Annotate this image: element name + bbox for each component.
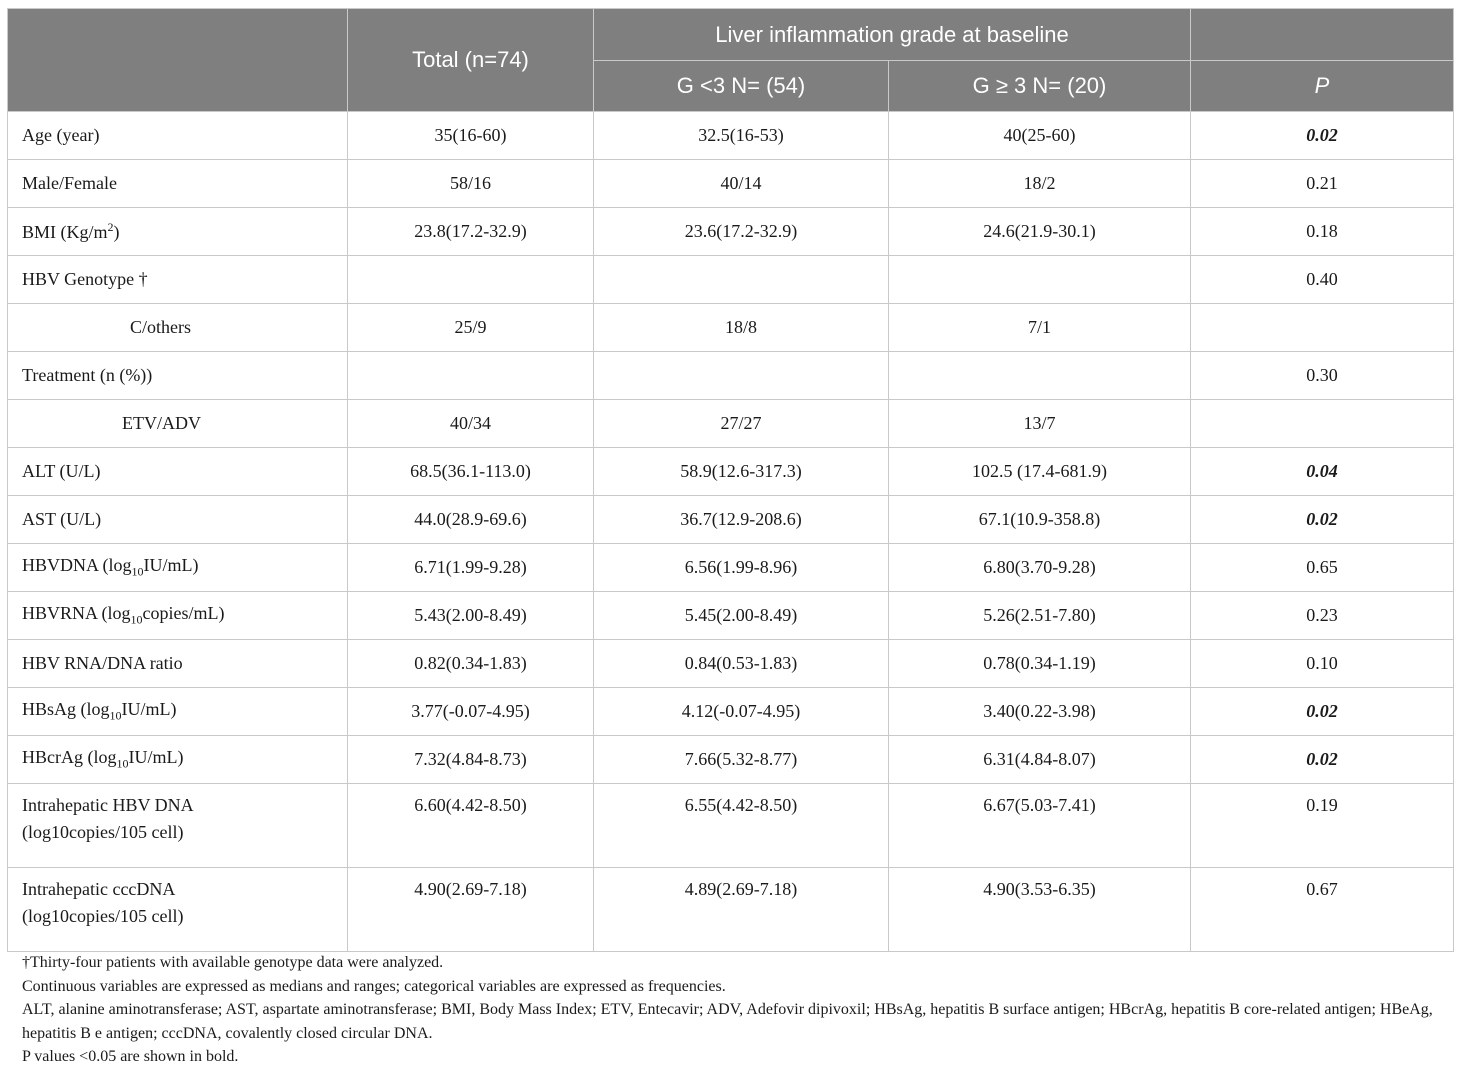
- cell-g-ge3: 7/1: [889, 304, 1191, 352]
- cell-g-lt3: 18/8: [594, 304, 889, 352]
- row-label: HBV Genotype †: [8, 256, 348, 304]
- cell-g-lt3: 7.66(5.32-8.77): [594, 736, 889, 784]
- cell-total: [348, 256, 594, 304]
- footnote-genotype: †Thirty-four patients with available genotype data were analyzed.: [22, 954, 444, 971]
- cell-g-ge3: 24.6(21.9-30.1): [889, 208, 1191, 256]
- cell-g-lt3: 6.56(1.99-8.96): [594, 544, 889, 592]
- table-row: [8, 304, 1454, 352]
- footnote-variables: Continuous variables are expressed as medians and ranges; categorical variables are expressed as frequencies.: [22, 977, 726, 995]
- cell-g-lt3: 36.7(12.9-208.6): [594, 496, 889, 544]
- cell-p: 0.65: [1191, 544, 1454, 592]
- cell-total: 68.5(36.1-113.0): [348, 448, 594, 496]
- cell-total: 44.0(28.9-69.6): [348, 496, 594, 544]
- header-blank-top-right: [1191, 9, 1454, 61]
- header-p: P: [1191, 61, 1454, 112]
- cell-g-lt3: 32.5(16-53): [594, 112, 889, 160]
- cell-p: [1191, 400, 1454, 448]
- cell-p: 0.04: [1191, 448, 1454, 496]
- table-row: [8, 640, 1454, 688]
- cell-total: 35(16-60): [348, 112, 594, 160]
- row-label: ETV/ADV: [8, 400, 348, 448]
- cell-g-lt3: [594, 256, 889, 304]
- cell-g-lt3: 4.89(2.69-7.18): [594, 868, 889, 952]
- row-label: Intrahepatic cccDNA (log10copies/105 cell): [8, 868, 348, 952]
- footnote-abbreviations: ALT, alanine aminotransferase; AST, aspartate aminotransferase; BMI, Body Mass Index; ETV, Entecavir; ADV, Adefovir dipivoxil; HBsAg, hepatitis B surface antigen; HBcrAg, hepatitis B core-related antigen; HBeAg, hepatitis B e antigen; cccDNA, covalently closed circular DNA.: [22, 1001, 1433, 1042]
- cell-g-ge3: 40(25-60): [889, 112, 1191, 160]
- header-row-1: [8, 9, 1454, 61]
- table-row: [8, 160, 1454, 208]
- table-row: [8, 448, 1454, 496]
- cell-total: 0.82(0.34-1.83): [348, 640, 594, 688]
- cell-p: 0.67: [1191, 868, 1454, 952]
- table-row: [8, 868, 1454, 952]
- cell-g-ge3: 13/7: [889, 400, 1191, 448]
- cell-total: 25/9: [348, 304, 594, 352]
- header-g-lt3: G <3 N= (54): [594, 61, 889, 112]
- cell-g-lt3: 6.55(4.42-8.50): [594, 784, 889, 868]
- table-row: [8, 400, 1454, 448]
- row-label: HBsAg $(\log_{10}IU/mL)$: [8, 688, 348, 736]
- cell-p: 0.02: [1191, 688, 1454, 736]
- row-label: Age (year): [8, 112, 348, 160]
- cell-p: 0.21: [1191, 160, 1454, 208]
- cell-total: 6.71(1.99-9.28): [348, 544, 594, 592]
- cell-g-ge3: 102.5 (17.4-681.9): [889, 448, 1191, 496]
- cell-g-lt3: [594, 352, 889, 400]
- cell-g-lt3: 5.45(2.00-8.49): [594, 592, 889, 640]
- header-total: Total (n=74): [348, 9, 594, 112]
- cell-p: 0.02: [1191, 736, 1454, 784]
- cell-g-lt3: 4.12(-0.07-4.95): [594, 688, 889, 736]
- table-row: [8, 688, 1454, 736]
- table-row: [8, 736, 1454, 784]
- baseline-characteristics-table: [7, 8, 1454, 952]
- cell-g-lt3: 58.9(12.6-317.3): [594, 448, 889, 496]
- row-label: Intrahepatic HBV DNA (log10copies/105 cell): [8, 784, 348, 868]
- cell-g-ge3: 4.90(3.53-6.35): [889, 868, 1191, 952]
- cell-g-ge3: 18/2: [889, 160, 1191, 208]
- row-label: HBV RNA/DNA ratio: [8, 640, 348, 688]
- cell-g-lt3: 27/27: [594, 400, 889, 448]
- cell-total: 58/16: [348, 160, 594, 208]
- header-blank: [8, 9, 348, 112]
- row-label: HBcrAg $(\log_{10}IU/mL)$: [8, 736, 348, 784]
- table-row: [8, 592, 1454, 640]
- table-row: [8, 544, 1454, 592]
- row-label: HBVRNA $(\log_{10}copies/mL)$: [8, 592, 348, 640]
- cell-g-ge3: [889, 352, 1191, 400]
- cell-total: 23.8(17.2-32.9): [348, 208, 594, 256]
- row-label: HBVDNA $(\log_{10}IU/mL)$: [8, 544, 348, 592]
- table-container: [7, 8, 1453, 952]
- cell-total: 4.90(2.69-7.18): [348, 868, 594, 952]
- row-label: Male/Female: [8, 160, 348, 208]
- cell-p: 0.02: [1191, 112, 1454, 160]
- table-row: [8, 352, 1454, 400]
- table-row: [8, 784, 1454, 868]
- header-g-ge3: G ≥ 3 N= (20): [889, 61, 1191, 112]
- row-label: AST (U/L): [8, 496, 348, 544]
- cell-g-ge3: 0.78(0.34-1.19): [889, 640, 1191, 688]
- cell-p: 0.02: [1191, 496, 1454, 544]
- cell-g-ge3: 5.26(2.51-7.80): [889, 592, 1191, 640]
- row-label: Treatment (n (%)): [8, 352, 348, 400]
- table-row: [8, 208, 1454, 256]
- cell-p: 0.23: [1191, 592, 1454, 640]
- cell-g-ge3: [889, 256, 1191, 304]
- cell-p: 0.30: [1191, 352, 1454, 400]
- table-footnotes: [22, 951, 1442, 1069]
- cell-total: 6.60(4.42-8.50): [348, 784, 594, 868]
- header-group: Liver inflammation grade at baseline: [594, 9, 1191, 61]
- cell-p: 0.18: [1191, 208, 1454, 256]
- cell-p: 0.10: [1191, 640, 1454, 688]
- cell-g-ge3: 6.80(3.70-9.28): [889, 544, 1191, 592]
- row-label: BMI $(Kg/m^2)$: [8, 208, 348, 256]
- row-label: ALT (U/L): [8, 448, 348, 496]
- cell-g-lt3: 40/14: [594, 160, 889, 208]
- cell-total: 5.43(2.00-8.49): [348, 592, 594, 640]
- row-label: C/others: [8, 304, 348, 352]
- table-row: [8, 112, 1454, 160]
- cell-p: 0.40: [1191, 256, 1454, 304]
- table-row: [8, 256, 1454, 304]
- footnote-bold: P values <0.05 are shown in bold.: [22, 1048, 239, 1065]
- cell-p: [1191, 304, 1454, 352]
- cell-g-ge3: 6.31(4.84-8.07): [889, 736, 1191, 784]
- cell-total: [348, 352, 594, 400]
- cell-g-ge3: 67.1(10.9-358.8): [889, 496, 1191, 544]
- cell-g-ge3: 6.67(5.03-7.41): [889, 784, 1191, 868]
- cell-total: 3.77(-0.07-4.95): [348, 688, 594, 736]
- cell-total: 7.32(4.84-8.73): [348, 736, 594, 784]
- table-row: [8, 496, 1454, 544]
- cell-g-ge3: 3.40(0.22-3.98): [889, 688, 1191, 736]
- cell-p: 0.19: [1191, 784, 1454, 868]
- cell-g-lt3: 23.6(17.2-32.9): [594, 208, 889, 256]
- cell-total: 40/34: [348, 400, 594, 448]
- cell-g-lt3: 0.84(0.53-1.83): [594, 640, 889, 688]
